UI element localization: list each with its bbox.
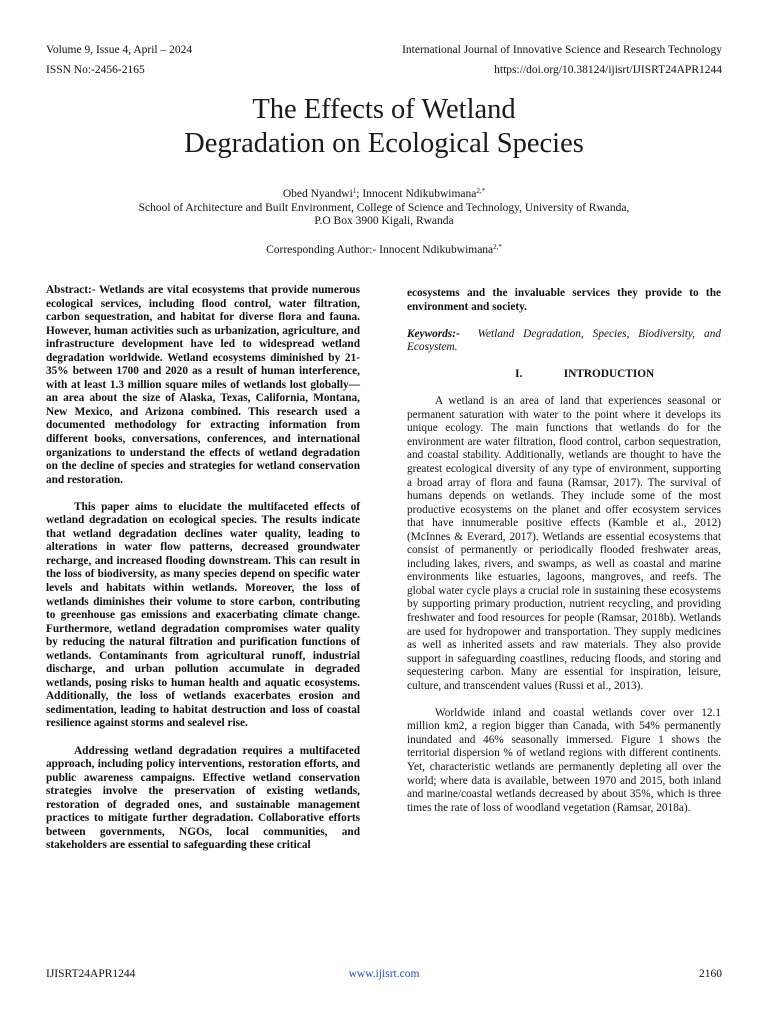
affiliation-line-1: School of Architecture and Built Environment, College of Science and Technology, University of Rwanda, (138, 201, 630, 214)
author-2: Innocent Ndikubwimana (362, 188, 477, 200)
intro-paragraph-1: A wetland is an area of land that experiences seasonal or permanent saturation with water to the point where it develops its unique ecology. The main functions that wetlands do for the environment are water filtration, flood control, carbon sequestration, and coastal stability. Additionally, wetlands are thought to have the greatest ecological diversity of any type of environment, supporting a broad array of flora and fauna (Ramsar, 2017). The survival of humans depends on wetlands. They include some of the most productive ecosystems on the planet and offer ecosystem services that have innumerable positive effects (Kamble et al., 2012) (McInnes & Everard, 2017). Wetlands are essential ecosystems that consist of permanently or periodically flooded freshwater areas, including lakes, rivers, and swamps, as well as coastal and marine environments like estuaries, lagoons, mangroves, and reefs. The global water cycle plays a crucial role in sustaining these ecosystems by supporting primary production, nutrient recycling, and providing freshwater and food resources for people (Ramsar, 2018b). Wetlands are used for hydropower and transportation. They supply medicines as well as inherited assets and raw materials. They also provide support in safeguarding coastlines, reducing floods, and storing and sequestering carbon. Many are essential for inspiration, leisure, culture, and transcendent values (Russi et al., 2013). (407, 395, 721, 692)
author-1-sup: 1 (352, 187, 357, 195)
left-column (46, 284, 360, 853)
abstract-continuation: ecosystems and the invaluable services they provide to the environment and society. (407, 287, 721, 313)
author-line (0, 188, 768, 202)
keywords (407, 328, 721, 355)
corresponding-author-text: Corresponding Author:- Innocent Ndikubwimana (266, 244, 494, 256)
author-separator: ; (356, 188, 363, 200)
keywords-text: Wetland Degradation, Species, Biodiversity, and Ecosystem. (407, 327, 721, 354)
abstract-paragraph-3: Addressing wetland degradation requires a multifaceted approach, including policy interventions, restoration efforts, and public awareness campaigns. Effective wetland conservation strategies involve the preservation of existing wetlands, restoration of degraded ones, and sustainable management practices to mitigate further degradation. Collaborative efforts between governments, NGOs, local communities, and stakeholders are essential to safeguarding these critical (46, 744, 360, 852)
footer-website-link[interactable]: www.ijisrt.com (348, 968, 420, 980)
title-line-2: Degradation on Ecological Species (184, 128, 584, 159)
paper-title (0, 93, 768, 161)
issn: ISSN No:-2456-2165 (46, 64, 145, 76)
affiliation-line-2: P.O Box 3900 Kigali, Rwanda (314, 215, 454, 228)
author-2-sup: 2,* (476, 187, 486, 195)
right-column (407, 287, 721, 815)
corresponding-author-sup: 2,* (493, 243, 502, 251)
section-heading (407, 368, 721, 382)
volume-info: Volume 9, Issue 4, April – 2024 (46, 44, 193, 56)
author-1: Obed Nyandwi (282, 188, 353, 200)
journal-name: International Journal of Innovative Science and Research Technology (402, 44, 722, 56)
abstract-paragraph-1: Abstract:- Wetlands are vital ecosystems that provide numerous ecological services, including flood control, water filtration, carbon sequestration, and habitat for diverse flora and fauna. However, human activities such as urbanization, agriculture, and infrastructure development have led to widespread wetland degradation worldwide. Wetland ecosystems diminished by 21-35% between 1700 and 2020 as a result of human interference, with at least 1.3 million square miles of wetlands lost globally—an area about the size of Alaska, Texas, California, Montana, New Mexico, and Arizona combined. This research used a documented methodology for extracting information from different books, conversations, conferences, and international organizations to understand the effects of wetland degradation on the decline of species and strategies for wetland conservation and restoration. (46, 284, 360, 486)
page-number: 2160 (699, 968, 722, 980)
corresponding-author (0, 243, 768, 257)
title-line-1: The Effects of Wetland (252, 94, 516, 125)
section-number: I. (515, 368, 523, 381)
intro-paragraph-2: Worldwide inland and coastal wetlands cover over 12.1 million km2, a region bigger than Canada, with 54% permanently inundated and 46% seasonally immersed. Figure 1 shows the territorial dispersion % of wetland regions with different continents. Yet, characteristic wetlands are permanently depleting all over the world; where data is available, between 1970 and 2015, both inland and marine/coastal wetlands decreased by about 35%, which is three times the rate of loss of woodland vegetation (Ramsar, 2018a). (407, 706, 721, 814)
author-block (0, 188, 768, 229)
footer-paper-id: IJISRT24APR1244 (46, 968, 136, 980)
doi-link[interactable]: https://doi.org/10.38124/ijisrt/IJISRT24APR1244 (494, 64, 722, 76)
abstract-paragraph-2: This paper aims to elucidate the multifaceted effects of wetland degradation on ecological species. The results indicate that wetland degradation declines water quality, leading to alterations in water flow patterns, decreased groundwater recharge, and increased flooding downstream. This can result in the loss of biodiversity, as many species depend on specific water levels and habitats within wetlands. Moreover, the loss of wetlands diminishes their volume to store carbon, contributing to greenhouse gas emissions and exacerbating climate change. Furthermore, wetland degradation compromises water quality by reducing the natural filtration and purification functions of wetlands. Contaminants from agricultural runoff, industrial discharge, and urban pollution accumulate in degraded wetlands, posing risks to human health and aquatic ecosystems. Additionally, the loss of wetlands exacerbates erosion and sedimentation, leading to habitat destruction and loss of coastal resilience against storms and sealevel rise. (46, 500, 360, 730)
keywords-label: Keywords:- (407, 327, 460, 340)
section-title: INTRODUCTION (563, 368, 655, 381)
